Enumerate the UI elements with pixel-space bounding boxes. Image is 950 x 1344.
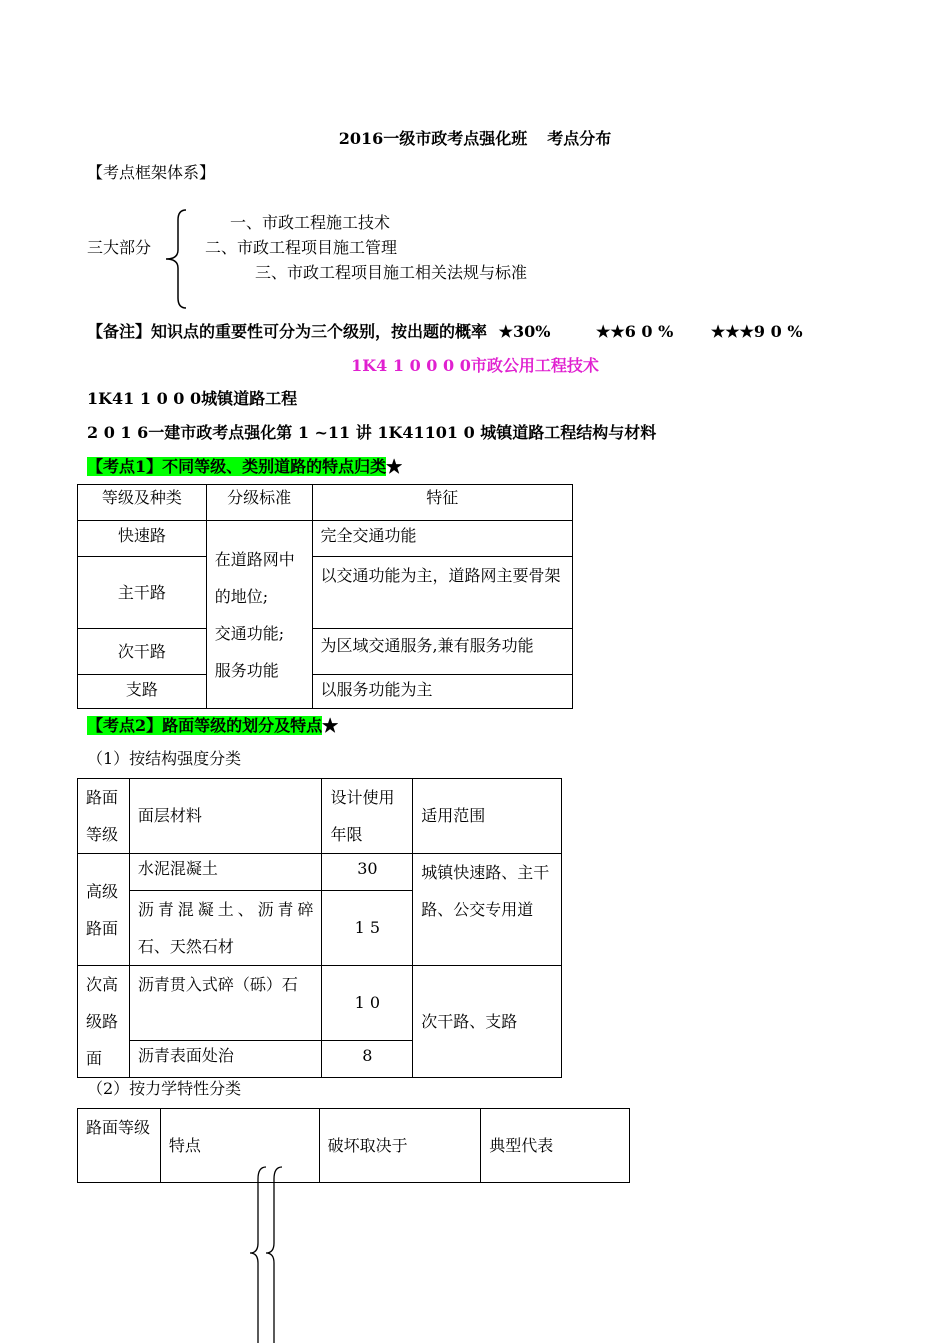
table-header: 特点 (160, 1109, 319, 1183)
criteria-line: 的地位; (214, 587, 269, 606)
table-header: 路面等级 (78, 779, 130, 854)
subheading-1: （1）按结构强度分类 (87, 749, 242, 768)
criteria-line: 服务功能 (214, 661, 279, 680)
table-header: 分级标准 (206, 485, 312, 521)
page-title (0, 126, 950, 149)
part-item-2: 二、市政工程项目施工管理 (205, 238, 398, 257)
subheading-2: （2）按力学特性分类 (87, 1079, 242, 1098)
note-level-3: ★★★9 0 % (710, 322, 803, 341)
table-header: 等级及种类 (78, 485, 207, 521)
table-cell: 为区域交通服务,兼有服务功能 (312, 629, 572, 675)
table-cell: 以交通功能为主，道路网主要骨架 (312, 557, 572, 629)
table-header: 特征 (312, 485, 572, 521)
note-level-1: ★30% (498, 322, 551, 341)
table-cell: 快速路 (78, 521, 207, 557)
section-heading: 1K4 1 0 0 0 0市政公用工程技术 (351, 356, 599, 375)
table-header: 面层材料 (129, 779, 322, 854)
table-header: 破坏取决于 (319, 1109, 481, 1183)
grade-cell: 高级路面 (78, 854, 130, 966)
table-header: 路面等级 (78, 1109, 161, 1183)
criteria-line: 交通功能; (214, 624, 285, 643)
point1-heading (87, 454, 402, 477)
pavement-mechanics-table (77, 1108, 630, 1183)
table-cell: 主干路 (78, 557, 207, 629)
table-cell: 次干路、支路 (413, 966, 562, 1078)
table-header: 适用范围 (413, 779, 562, 854)
table-cell: 支路 (78, 675, 207, 709)
note-level-2: ★★6 0 % (596, 322, 674, 341)
note-prefix: 【备注】 (87, 322, 152, 341)
table-cell: 沥青贯入式碎（砾）石 (129, 966, 322, 1041)
lecture-heading: 2 0 1 6一建市政考点强化第 1 ~11 讲 1K41101 0 城镇道路工程结构与材料 (87, 423, 657, 442)
note-text: 知识点的重要性可分为三个级别，按出题的概率 (151, 322, 488, 341)
table-cell: 沥青表面处治 (129, 1040, 322, 1077)
table-cell: 完全交通功能 (312, 521, 572, 557)
left-brace-icon (160, 208, 190, 310)
three-parts-label: 三大部分 (87, 238, 152, 257)
part-item-3: 三、市政工程项目施工相关法规与标准 (255, 263, 528, 282)
table-cell: 沥青混凝土、沥青碎石、天然石材 (129, 891, 322, 966)
point2-heading (87, 713, 338, 736)
grade-cell: 次高级路面 (78, 966, 130, 1078)
table-cell: 水泥混凝土 (129, 854, 322, 891)
title-sub: 考点分布 (547, 129, 612, 148)
criteria-cell (206, 521, 312, 709)
star-icon: ★ (386, 457, 403, 476)
part-item-1: 一、市政工程施工技术 (230, 213, 391, 232)
table-cell: 以服务功能为主 (312, 675, 572, 709)
table-cell: 1 0 (322, 966, 413, 1041)
pavement-strength-table (77, 778, 562, 1078)
star-icon: ★ (322, 716, 339, 735)
table-header: 典型代表 (481, 1109, 630, 1183)
table-header: 设计使用年限 (322, 779, 413, 854)
brace-double-icon (248, 1165, 284, 1344)
criteria-line: 在道路网中 (214, 550, 295, 569)
table-cell: 城镇快速路、主干路、公交专用道 (413, 854, 562, 966)
table-cell: 次干路 (78, 629, 207, 675)
framework-label: 【考点框架体系】 (87, 163, 216, 182)
point2-label: 【考点2】路面等级的划分及特点 (87, 716, 323, 735)
point1-label: 【考点1】不同等级、类别道路的特点归类 (87, 457, 387, 476)
road-class-table (77, 484, 573, 709)
note-line (87, 319, 803, 342)
table-cell: 30 (322, 854, 413, 891)
table-cell: 8 (322, 1040, 413, 1077)
chapter-heading: 1K41 1 0 0 0城镇道路工程 (87, 389, 298, 408)
table-cell: 1 5 (322, 891, 413, 966)
title-main: 2016一级市政考点强化班 (338, 129, 528, 148)
